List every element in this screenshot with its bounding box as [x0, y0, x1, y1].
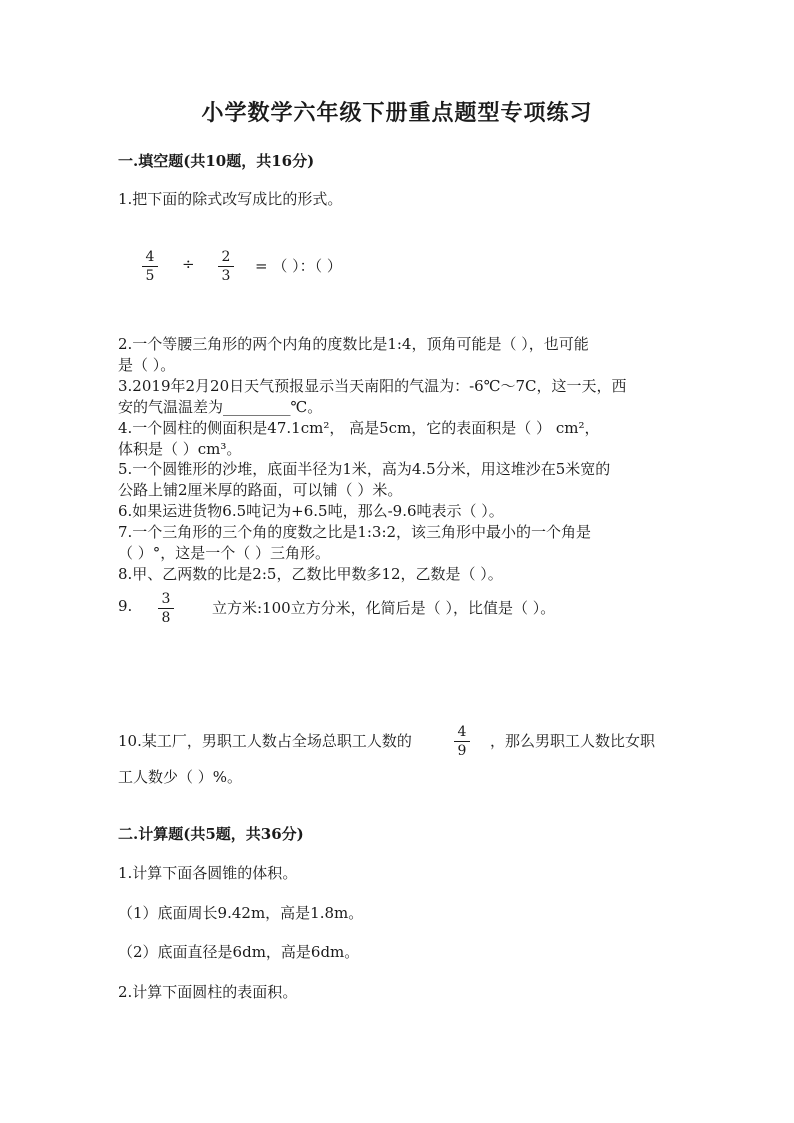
page-title: 小学数学六年级下册重点题型专项练习	[201, 100, 593, 126]
question-2-line-2: 是（ ）。	[118, 356, 176, 374]
question-10-text-b: ，那么男职工人数比女职	[490, 732, 656, 750]
question-10-line-2: 工人数少（ ）%。	[118, 768, 243, 786]
calc-question-1-b: （2）底面直径是6dm，高是6dm。	[118, 943, 360, 961]
question-5-line-1: 5.一个圆锥形的沙堆，底面半径为1米，高为4.5分米，用这堆沙在5米宽的	[118, 460, 611, 478]
question-4-line-2: 体积是（ ）cm³。	[118, 440, 242, 458]
question-1-text: 1.把下面的除式改写成比的形式。	[118, 190, 343, 208]
question-8: 8.甲、乙两数的比是2:5，乙数比甲数多12，乙数是（ ）。	[118, 565, 503, 583]
calc-question-2: 2.计算下面圆柱的表面积。	[118, 983, 298, 1001]
division-sign: ÷	[182, 255, 195, 273]
fraction-3-8: 3 8	[158, 591, 174, 626]
section-1-heading: 一.填空题(共10题，共16分)	[118, 152, 315, 170]
question-9-text: 立方米:100立方分米，化简后是（ ），比值是（ ）。	[212, 599, 556, 617]
question-5-line-2: 公路上铺2厘米厚的路面，可以铺（ ）米。	[118, 481, 403, 499]
fraction-4-5: 4 5	[142, 249, 158, 284]
question-3-line-1: 3.2019年2月20日天气预报显示当天南阳的气温为：-6℃～7C，这一天，西	[118, 377, 627, 395]
ratio-answer-blanks: = （ ）：（ ）	[255, 257, 342, 275]
question-10-text-a: 10.某工厂，男职工人数占全场总职工人数的	[118, 732, 412, 750]
question-6: 6.如果运进货物6.5吨记为+6.5吨，那么-9.6吨表示（ ）。	[118, 502, 504, 520]
fraction-2-3: 2 3	[218, 249, 234, 284]
question-9-number: 9.	[118, 597, 133, 615]
question-2-line-1: 2.一个等腰三角形的两个内角的度数比是1:4，顶角可能是（ ），也可能	[118, 335, 589, 353]
question-4-line-1: 4.一个圆柱的侧面积是47.1cm²， 高是5cm，它的表面积是（ ） cm²，	[118, 419, 600, 437]
question-7-line-1: 7.一个三角形的三个角的度数之比是1:3:2，该三角形中最小的一个角是	[118, 523, 592, 541]
question-7-line-2: （ ）°，这是一个（ ）三角形。	[118, 544, 331, 562]
calc-question-1-a: （1）底面周长9.42m，高是1.8m。	[118, 904, 364, 922]
calc-question-1: 1.计算下面各圆锥的体积。	[118, 864, 298, 882]
question-3-line-2: 安的气温温差为_________℃。	[118, 398, 323, 416]
section-2-heading: 二.计算题(共5题，共36分)	[118, 825, 304, 843]
fraction-4-9: 4 9	[454, 724, 470, 759]
